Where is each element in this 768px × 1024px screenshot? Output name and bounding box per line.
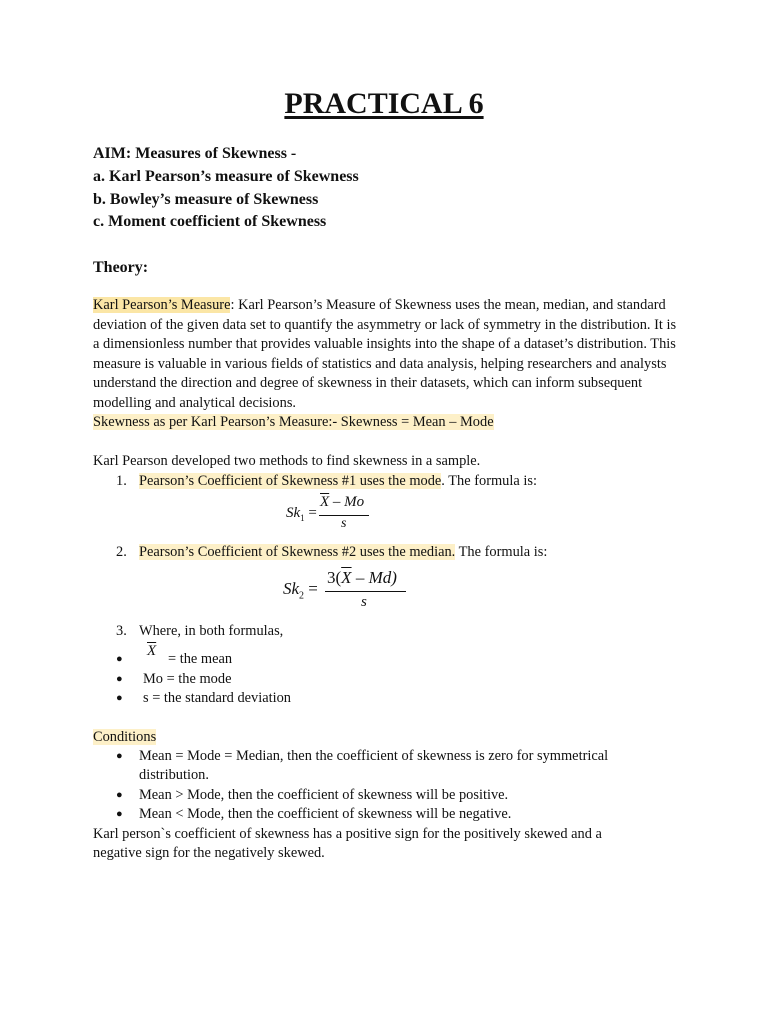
list-item-3: Where, in both formulas, <box>139 623 284 639</box>
bullet-icon: ● <box>116 789 123 801</box>
formula-2-denominator: s <box>361 594 367 610</box>
aim-item-c: c. Moment coefficient of Skewness <box>93 213 327 230</box>
list-number-2: 2. <box>116 544 127 560</box>
condition-3: Mean < Mode, then the coefficient of skewness will be negative. <box>139 806 512 822</box>
page-title: PRACTICAL 6 <box>284 87 484 120</box>
mean-symbol: $\overline{X}$ <box>147 643 157 659</box>
closing-line-1: Karl person`s coefficient of skewness has a positive sign for the positively skewed and a <box>93 826 602 842</box>
closing-line-2: negative sign for the negatively skewed. <box>93 845 325 861</box>
karl-pearson-label: Karl Pearson’s Measure <box>93 297 231 313</box>
formula-2-fraction-bar <box>325 591 406 592</box>
condition-2: Mean > Mode, then the coefficient of skewness will be positive. <box>139 787 509 803</box>
karl-pearson-paragraph: Karl Pearson’s Measure: Karl Pearson’s Measure of Skewness uses the mean, median, and standard deviation of the given data set to quantify the asymmetry or lack of symmetry in the distribution. It is a dimensionless number that provides valuable insights into the shape of a dataset’s distribution. This measure is valuable in various fields of statistics and data analysis, helping researchers and analysts understand the direction and degree of skewness in their datasets, which can inform subsequent modelling and analytical decisions. <box>93 297 677 411</box>
aim-heading: AIM: Measures of Skewness - <box>93 145 297 162</box>
aim-item-a: a. Karl Pearson’s measure of Skewness <box>93 168 359 185</box>
list-number-1: 1. <box>116 473 127 489</box>
condition-1: Mean = Mode = Median, then the coefficient of skewness is zero for symmetrical <box>139 748 609 764</box>
conditions-heading: Conditions <box>93 729 157 745</box>
bullet-icon: ● <box>116 808 123 820</box>
list-item-2: Pearson’s Coefficient of Skewness #2 uses the median. The formula is: <box>139 544 548 560</box>
mean-definition: = the mean <box>168 651 233 667</box>
list-number-3: 3. <box>116 623 127 639</box>
bullet-icon: ● <box>116 673 123 685</box>
formula-1-lhs: $Sk_1$ = <box>286 505 317 523</box>
formula-1-denominator: s <box>341 516 347 531</box>
list-item-1: Pearson’s Coefficient of Skewness #1 uses the mode. The formula is: <box>139 473 537 489</box>
methods-intro: Karl Pearson developed two methods to find skewness in a sample. <box>93 453 481 469</box>
skewness-definition: Skewness as per Karl Pearson’s Measure:- Skewness = Mean – Mode <box>93 414 494 430</box>
aim-item-b: b. Bowley’s measure of Skewness <box>93 191 319 208</box>
sd-definition: s = the standard deviation <box>143 690 291 706</box>
bullet-icon: ● <box>116 750 123 762</box>
karl-pearson-description: Karl Pearson’s Measure of Skewness uses the mean, median, and standard deviation of the given data set to quantify the asymmetry or lack of symmetry in the distribution. It is a dimensionless number that provides valuable insights into the shape of a dataset’s distribution. This measure is valuable in various fields of statistics and data analysis, helping researchers and analysts understand the direction and degree of skewness in their datasets, which can inform subsequent modelling and analytical decisions. <box>93 297 677 411</box>
theory-heading: Theory: <box>93 259 149 276</box>
formula-1-numerator: $\overline{X}$ – Mo <box>320 494 365 510</box>
formula-2-lhs: $Sk_2$ = <box>283 579 318 602</box>
bullet-icon: ● <box>116 692 123 704</box>
formula-2-numerator: $3(\overline{X} - Md)$ <box>327 568 397 587</box>
mode-definition: Mo = the mode <box>143 671 232 687</box>
condition-1-cont: distribution. <box>139 767 209 783</box>
bullet-icon: ● <box>116 653 123 665</box>
